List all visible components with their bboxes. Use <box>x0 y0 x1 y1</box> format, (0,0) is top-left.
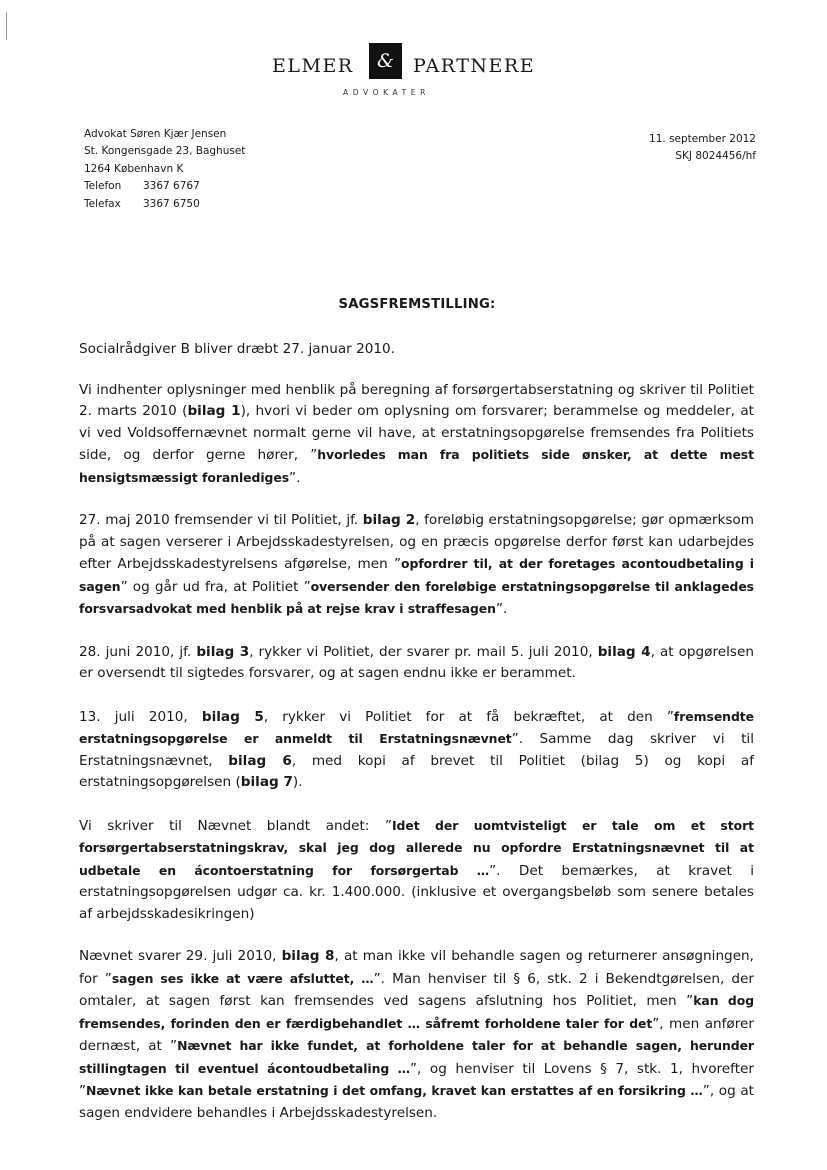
document-title-text: SAGSFREMSTILLING: <box>338 297 496 312</box>
sender-phone-row <box>84 178 245 195</box>
text: ”, og henviser til Lovens § 7, stk. 1, hvorefter ” <box>79 1060 754 1099</box>
quote: hvorledes man fra politiets side ønsker, at dette mest hensigtsmæssigt foranlediges <box>79 447 755 485</box>
text: ”. Det bemærkes, at kravet i erstatningsopgørelsen udgør ca. kr. 1.400.000. (inklusive et overgangsbeløb som senere betales af arbejdsskadesikringen) <box>79 862 754 922</box>
text: , foreløbig erstatningsopgørelse; gør opmærksom på at sagen verserer i Arbejdsskadestyrelsen, og en præcis opgørelse derfor først kan udarbejdes efter Arbejdsskadestyrelsens afgørelse, men ” <box>79 512 754 572</box>
bilag-ref: bilag 4 <box>597 643 651 660</box>
quote: opfordrer til, at der foretages acontoudbetaling i sagen <box>79 556 754 594</box>
text: Vi skriver til Nævnet blandt andet: ” <box>79 817 392 834</box>
text: Nævnet svarer 29. juli 2010, <box>79 948 282 964</box>
phone-label: Telefon <box>84 180 122 193</box>
text: , rykker vi Politiet for at få bekræftet, at den ” <box>263 708 674 725</box>
sender-name: Advokat Søren Kjær Jensen <box>84 128 227 140</box>
bilag-ref: bilag 8 <box>281 948 335 964</box>
scan-edge-mark <box>6 12 7 40</box>
text: ”. <box>495 601 508 617</box>
bilag-ref: bilag 2 <box>362 512 416 528</box>
sender-city: 1264 København K <box>84 162 184 175</box>
fax-number: 3367 6750 <box>143 197 200 210</box>
text: 13. juli 2010, <box>79 708 202 725</box>
sender-address <box>84 126 245 213</box>
phone-number: 3367 6767 <box>143 180 200 193</box>
quote: fremsendte erstatningsopgørelse er anmeldt til Erstatningsnævnet <box>79 708 754 746</box>
quote: oversender den foreløbige erstatningsopgørelse til anklagedes forsvarsadvokat med henblik på at rejse krav i straffesagen <box>79 578 755 616</box>
sender-street: St. Kongensgade 23, Baghuset <box>84 145 246 158</box>
text: ”. Man henviser til § 6, stk. 2 i Bekendtgørelsen, der omtaler, at sagen først kan fremsendes ved sagens afslutning hos Politiet, men ” <box>79 970 754 1009</box>
bilag-ref: bilag 3 <box>196 643 250 660</box>
text: 28. juni 2010, jf. <box>79 643 197 660</box>
quote: sagen ses ikke at være afsluttet, … <box>111 970 374 986</box>
paragraph-2 <box>79 380 754 490</box>
bilag-ref: bilag 6 <box>228 752 292 769</box>
bilag-ref: bilag 5 <box>201 708 264 725</box>
text: , rykker vi Politiet, der svarer pr. mail 5. juli 2010, <box>249 643 598 660</box>
text: ”, men anfører dernæst, at ” <box>79 1015 754 1054</box>
text: ”. <box>289 469 301 486</box>
text: Vi indhenter oplysninger med henblik på beregning af forsørgertabserstatning og skriver til Politiet 2. marts 2010 ( <box>79 381 754 419</box>
text: ”. Samme dag skriver vi til Erstatningsnævnet, <box>79 731 754 769</box>
sender-fax-row <box>84 196 245 213</box>
paragraph-5 <box>79 706 754 794</box>
quote: Idet der uomtvisteligt er tale om et stort forsørgertabserstatningskrav, skal jeg dog allerede nu opfordre Erstatningsnævnet til at udbetale en ácontoerstatning for forsørgertab … <box>79 817 754 878</box>
quote: Nævnet har ikke fundet, at forholdene taler for at behandle sagen, herunder stillingtagen til eventuel ácontoudbetaling … <box>79 1038 754 1076</box>
text: , at man ikke vil behandle sagen og returnerer ansøgningen, for ” <box>79 948 754 987</box>
letter-reference: SKJ 8024456/hf <box>675 150 756 163</box>
firm-name-left: ELMER <box>272 55 354 77</box>
letter-meta <box>649 131 756 166</box>
bilag-ref: bilag 1 <box>187 403 241 419</box>
text: ”, og at sagen endvidere behandles i Arbejdsskadestyrelsen. <box>79 1083 754 1121</box>
text: , at opgørelsen er oversendt til sigtedes forsvarer, og at sagen endnu ikke er berammet. <box>79 643 754 681</box>
paragraph-7 <box>79 946 754 1124</box>
firm-name-right: PARTNERE <box>413 55 536 77</box>
paragraph-4 <box>79 642 754 685</box>
text: ” og går ud fra, at Politiet ” <box>120 578 311 595</box>
paragraph-1: Socialrådgiver B bliver dræbt 27. januar 2010. <box>79 341 396 357</box>
firm-logo <box>272 43 572 83</box>
ampersand-logo-icon: & <box>369 43 402 79</box>
paragraph-3 <box>79 510 754 621</box>
text: 27. maj 2010 fremsender vi til Politiet, jf. <box>79 512 363 528</box>
text: , med kopi af brevet til Politiet (bilag 5) og kopi af erstatningsopgørelsen ( <box>79 752 754 790</box>
text: ), hvori vi beder om oplysning om forsvarer; berammelse og meddeler, at vi ved Voldsoffernævnet normalt gerne vil have, at erstatningsopgørelse fremsendes fra Politiets side, og derfor gerne hører, ” <box>79 403 754 463</box>
quote: kan dog fremsendes, forinden den er færdigbehandlet … såfremt forholdene taler for det <box>79 993 755 1031</box>
document-body <box>79 339 754 1145</box>
document-title <box>0 297 827 312</box>
bilag-ref: bilag 7 <box>240 774 293 790</box>
fax-label: Telefax <box>84 197 121 210</box>
text: ). <box>292 774 303 790</box>
letter-date: 11. september 2012 <box>649 133 756 145</box>
paragraph-6 <box>79 815 754 926</box>
firm-subtitle: ADVOKATER <box>343 88 430 97</box>
quote: Nævnet ikke kan betale erstatning i det omfang, kravet kan erstattes af en forsikring … <box>86 1083 703 1098</box>
